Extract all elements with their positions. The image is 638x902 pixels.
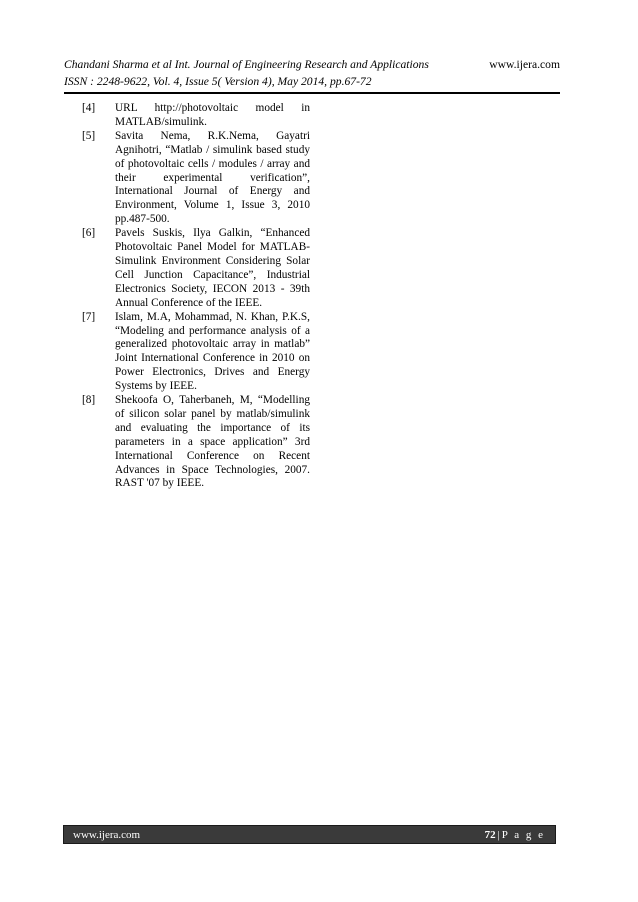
reference-item [82,102,310,130]
journal-citation: Chandani Sharma et al Int. Journal of Engineering Research and Applications [64,58,429,71]
reference-item [82,394,310,491]
reference-number: [6] [82,227,96,240]
page-label: P a g e [501,829,545,841]
page-separator: | [497,829,500,841]
reference-text: Islam, M.A, Mohammad, N. Khan, P.K.S, “Modeling and performance analysis of a generalized photovoltaic array in matlab” Joint International Conference in 2010 on Power Electronics, Drives and Energy Systems by IEEE. [115,310,310,393]
reference-text: Pavels Suskis, Ilya Galkin, “Enhanced Photovoltaic Panel Model for MATLAB-Simulink Environment Considering Solar Cell Junction Capacitance”, Industrial Electronics Society, IECON 2013 - 39th Annual Conference of the IEEE. [115,227,310,309]
reference-number: [7] [82,310,96,323]
issn-line: ISSN : 2248-9622, Vol. 4, Issue 5( Version 4), May 2014, pp.67-72 [64,75,372,88]
header-site-link[interactable]: www.ijera.com [489,58,560,71]
reference-item [82,227,310,310]
footer-site-link[interactable]: www.ijera.com [73,829,141,841]
page-number: 72 [484,829,496,841]
page-footer [63,825,556,844]
reference-number: [8] [82,394,96,407]
header-divider [64,92,560,94]
reference-number: [5] [82,129,96,142]
reference-text: URL http://photovoltaic model in MATLAB/simulink. [115,102,310,128]
reference-item [82,311,310,394]
reference-text: Savita Nema, R.K.Nema, Gayatri Agnihotri, “Matlab / simulink based study of photovoltaic cells / modules / array and their experimental verification”, International Journal of Energy and Environment, Volume 1, Issue 3, 2010 pp.487-500. [115,129,310,226]
reference-text: Shekoofa O, Taherbaneh, M, “Modelling of silicon solar panel by matlab/simulink and evaluating the importance of its parameters in a space application” 3rd International Conference on Recent Advances in Space Technologies, 2007. RAST '07 by IEEE. [115,394,310,490]
page-indicator [485,828,545,842]
reference-number: [4] [82,102,96,114]
page-header [64,57,560,101]
reference-list [82,102,310,491]
reference-item [82,130,310,227]
